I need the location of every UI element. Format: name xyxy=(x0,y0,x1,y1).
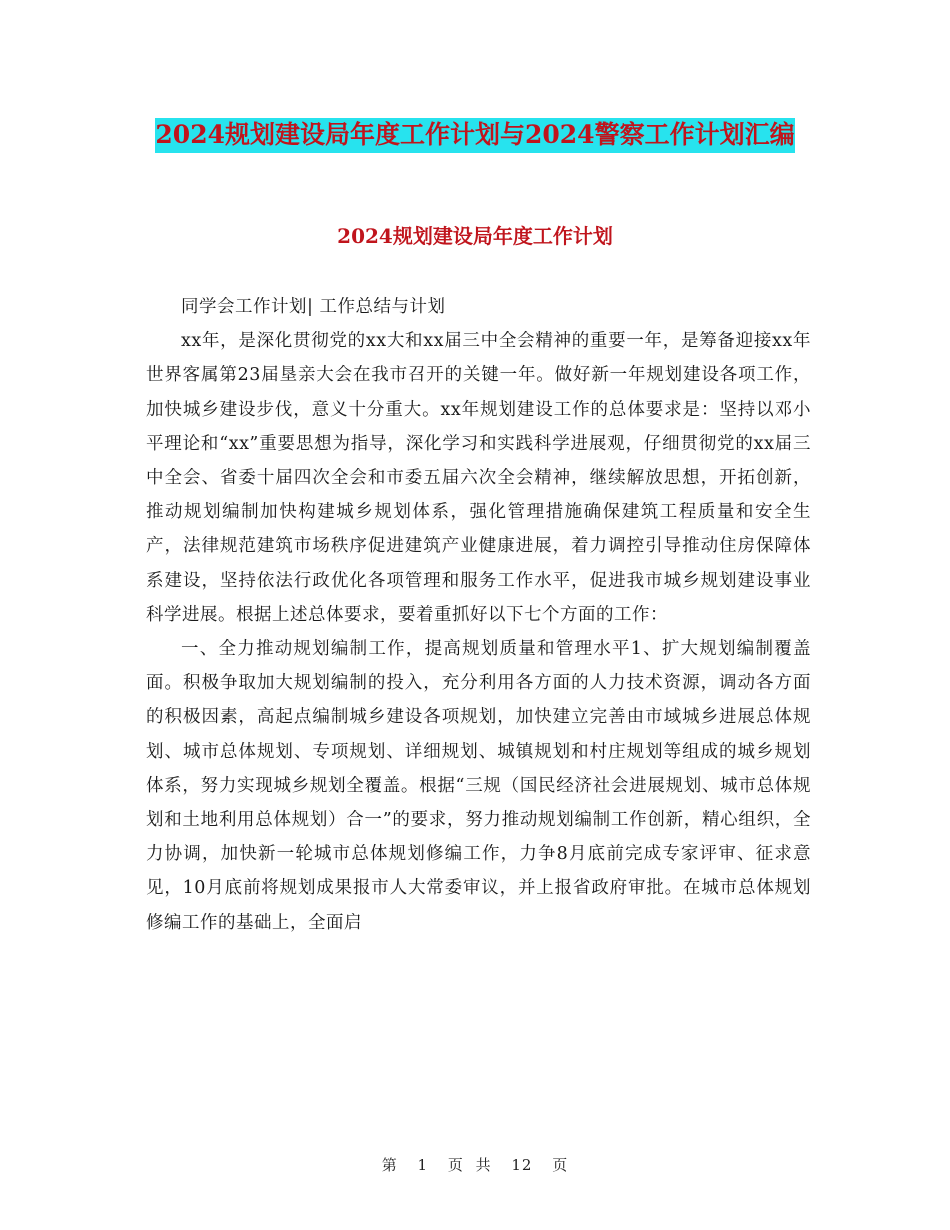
document-title xyxy=(130,112,820,158)
paragraph-2: xx年，是深化贯彻党的xx大和xx届三中全会精神的重要一年，是筹备迎接xx年世界客属第23届垦亲大会在我市召开的关键一年。做好新一年规划建设各项工作，加快城乡建设步伐，意义十分重大。xx年规划建设工作的总体要求是：坚持以邓小平理论和“xx”重要思想为指导，深化学习和实践科学进展观，仔细贯彻党的xx届三中全会、省委十届四次全会和市委五届六次全会精神，继续解放思想，开拓创新，推动规划编制加快构建城乡规划体系，强化管理措施确保建筑工程质量和安全生产，法律规范建筑市场秩序促进建筑产业健康进展，着力调控引导推动住房保障体系建设，坚持依法行政优化各项管理和服务工作水平，促进我市城乡规划建设事业科学进展。根据上述总体要求，要着重抓好以下七个方面的工作： xyxy=(146,331,811,625)
footer-prefix: 第 xyxy=(381,1156,398,1174)
document-body xyxy=(146,290,811,940)
footer-middle: 页 共 xyxy=(447,1156,492,1174)
page-footer xyxy=(0,1154,950,1175)
footer-page-number: 1 xyxy=(417,1156,429,1174)
footer-suffix: 页 xyxy=(552,1156,569,1174)
section-title: 2024规划建设局年度工作计划 xyxy=(337,224,613,248)
paragraph-3: 一、全力推动规划编制工作，提高规划质量和管理水平1、扩大规划编制覆盖面。积极争取加大规划编制的投入，充分利用各方面的人力技术资源，调动各方面的积极因素，高起点编制城乡建设各项规划，加快建立完善由市域城乡进展总体规划、城市总体规划、专项规划、详细规划、城镇规划和村庄规划等组成的城乡规划体系，努力实现城乡规划全覆盖。根据“三规（国民经济社会进展规划、城市总体规划和土地利用总体规划）合一”的要求，努力推动规划编制工作创新，精心组织，全力协调，加快新一轮城市总体规划修编工作，力争8月底前完成专家评审、征求意见，10月底前将规划成果报市人大常委审议，并上报省政府审批。在城市总体规划修编工作的基础上，全面启 xyxy=(146,639,811,933)
footer-total-pages: 12 xyxy=(511,1156,533,1174)
paragraph-1: 同学会工作计划| 工作总结与计划 xyxy=(181,297,446,317)
document-title-text: 2024规划建设局年度工作计划与2024警察工作计划汇编 xyxy=(155,118,794,153)
